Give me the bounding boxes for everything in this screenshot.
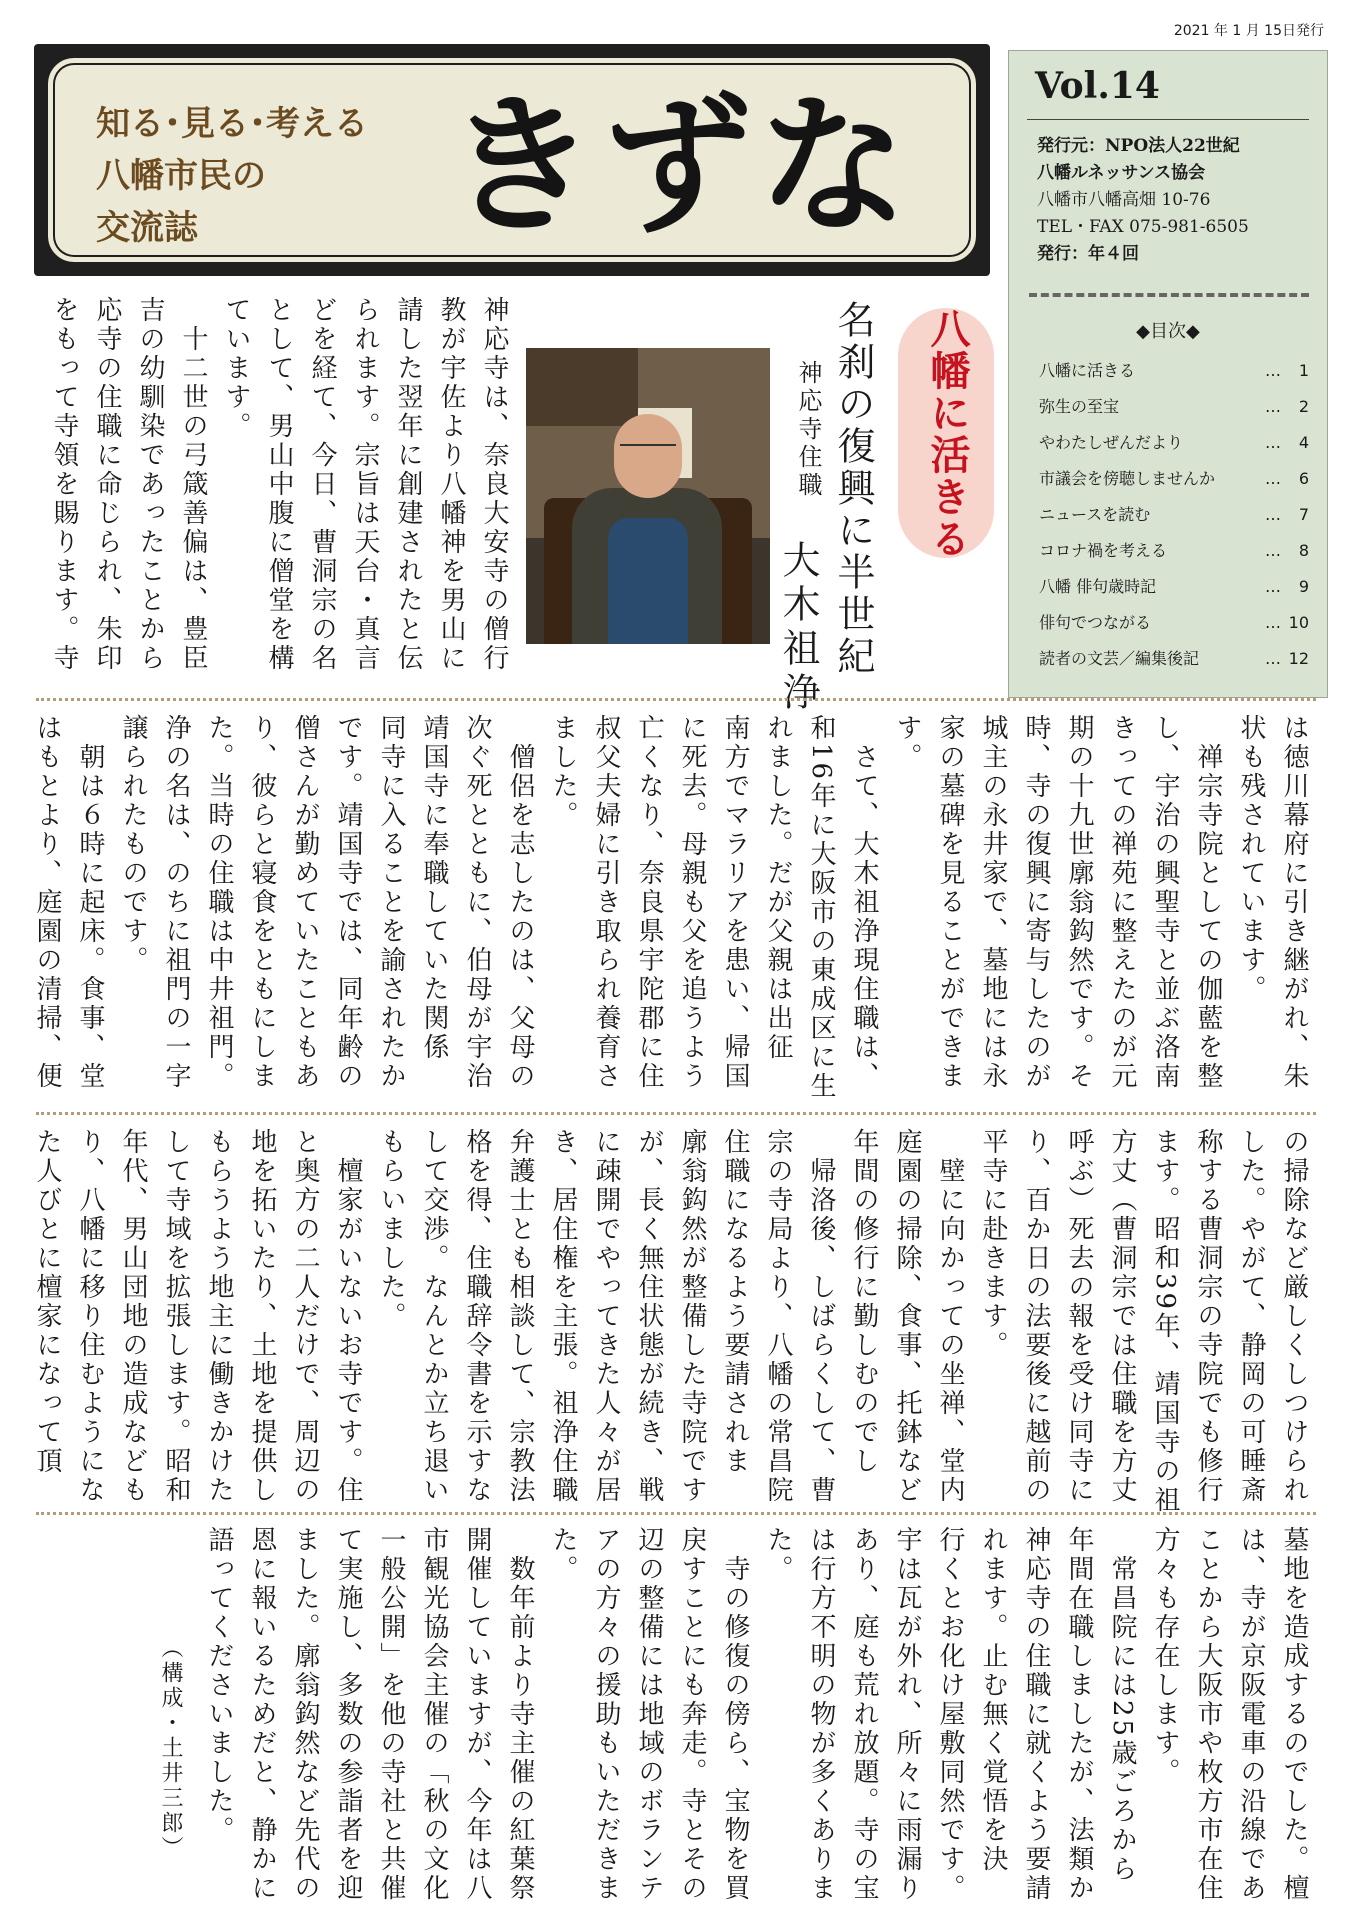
divider xyxy=(1027,119,1309,120)
info-box xyxy=(1008,50,1328,698)
text-column: 神応寺は、奈良大安寺の僧行 xyxy=(479,296,509,673)
toc-leader: … xyxy=(1265,613,1283,632)
text-column: た。 xyxy=(548,1526,578,1584)
text-column: 僧さんが勤めていたこともあ xyxy=(290,714,320,1091)
text-column: 壁に向かっての坐禅、堂内 xyxy=(935,1157,965,1505)
text-column: はもとより、庭園の清掃、便 xyxy=(32,714,62,1091)
toc-item-title: 八幡に活きる xyxy=(1039,361,1136,380)
text-column: た。当時の住職は中井祖門。 xyxy=(204,714,234,1091)
text-column: 帰洛後、しばらくして、曹 xyxy=(806,1157,836,1505)
text-column: 檀家がいないお寺です。住 xyxy=(333,1157,363,1505)
text-column: 開催していますが、今年は八 xyxy=(462,1526,492,1903)
portrait-photo xyxy=(526,348,770,644)
text-column: は徳川幕府に引き継がれ、朱 xyxy=(1279,714,1309,1091)
text-column: は、寺が京阪電車の沿線であ xyxy=(1236,1526,1266,1903)
text-column: 朝は６時に起床。食事、堂 xyxy=(75,743,105,1091)
toc-item-title: 俳句でつながる xyxy=(1039,613,1152,632)
text-column: 辺の整備には地域のボランテ xyxy=(634,1526,664,1903)
masthead xyxy=(34,44,990,276)
text-column: 市観光協会主催の「秋の文化 xyxy=(419,1526,449,1903)
text-column: 請した翌年に創建されたと伝 xyxy=(393,296,423,673)
toc-leader: … xyxy=(1265,361,1283,380)
toc-item xyxy=(1039,569,1309,605)
publisher-info xyxy=(1037,133,1249,268)
article-band-3 xyxy=(32,1128,1316,1518)
text-column: 称する曹洞宗の寺院でも修行 xyxy=(1193,1128,1223,1505)
toc-item xyxy=(1039,533,1309,569)
text-column: アの方々の援助もいただきま xyxy=(591,1526,621,1903)
text-column: をもって寺領を賜ります。寺 xyxy=(49,296,79,673)
text-column: 方丈（曹洞宗では住職を方丈 xyxy=(1107,1128,1137,1505)
text-column: し、宇治の興聖寺と並ぶ洛南 xyxy=(1150,714,1180,1091)
toc-item xyxy=(1039,641,1309,677)
text-column: す。 xyxy=(892,714,922,772)
toc-leader: … xyxy=(1265,397,1283,416)
text-column: です。靖国寺では、同年齢の xyxy=(333,714,363,1091)
text-column: ました。 xyxy=(548,714,578,830)
toc-item-page: 9 xyxy=(1298,577,1309,596)
text-column: に死去。母親も父を追うよう xyxy=(677,714,707,1091)
text-column: 語ってくださいました。 xyxy=(204,1526,234,1845)
toc-item-page: 4 xyxy=(1298,433,1309,452)
text-column: は行方不明の物が多くありま xyxy=(806,1526,836,1903)
text-column: て実施し、多数の参詣者を迎 xyxy=(333,1526,363,1903)
text-column: 僧侶を志したのは、父母の xyxy=(505,743,535,1091)
text-column: 年間の修行に勤しむのでし xyxy=(849,1128,879,1476)
text-column: 靖国寺に奉職していた関係 xyxy=(419,714,449,1062)
text-column: 家の墓碑を見ることができま xyxy=(935,714,965,1091)
masthead-panel xyxy=(46,56,978,264)
toc-heading: ◆目次◆ xyxy=(1136,321,1200,342)
text-column: 戻すことにも奔走。寺とその xyxy=(677,1526,707,1903)
masthead-tagline: 知る･見る･考える 八幡市民の 交流誌 xyxy=(96,104,368,248)
table-of-contents xyxy=(1039,353,1309,677)
volume-number: Vol.14 xyxy=(1035,65,1160,107)
text-column: 禅宗寺院としての伽藍を整 xyxy=(1193,743,1223,1091)
text-column: 期の十九世廓翁鈎然です。そ xyxy=(1064,714,1094,1091)
photo-monk-face xyxy=(614,414,682,498)
text-column: 一般公開」を他の寺社と共催 xyxy=(376,1526,406,1903)
text-column: 南方でマラリアを患い、帰国 xyxy=(720,714,750,1091)
text-column: ています。 xyxy=(221,296,251,441)
text-column: 応寺の住職に命じられ、朱印 xyxy=(92,296,122,673)
text-column: あり、庭も荒れ放題。寺の宝 xyxy=(849,1526,879,1903)
text-column: 譲られたものです。 xyxy=(118,714,148,975)
toc-item-title: 読者の文芸／編集後記 xyxy=(1039,649,1200,668)
text-column: 方々も存在します。 xyxy=(1150,1526,1180,1787)
dotted-separator xyxy=(36,1112,1316,1115)
toc-item-page: 12 xyxy=(1288,649,1309,668)
publisher-line2: 八幡ルネッサンス協会 xyxy=(1037,163,1206,183)
toc-item-title: コロナ禍を考える xyxy=(1039,541,1168,560)
text-column: 亡くなり、奈良県宇陀郡に住 xyxy=(634,714,664,1091)
article-credit: （構成・土井三郎） xyxy=(158,1636,183,1861)
text-column: どを経て、今日、曹洞宗の名 xyxy=(307,296,337,673)
article-band-1 xyxy=(36,296,516,686)
toc-item-title: 市議会を傍聴しませんか xyxy=(1039,469,1216,488)
text-column: 地を拓いたり、土地を提供し xyxy=(247,1128,277,1505)
toc-item-page: 8 xyxy=(1298,541,1309,560)
text-column: 叔父夫婦に引き取られ養育さ xyxy=(591,714,621,1091)
feature-person-name: 大木祖浄 xyxy=(776,540,820,716)
text-column: り、百か日の法要後に越前の xyxy=(1021,1128,1051,1505)
toc-item xyxy=(1039,605,1309,641)
text-column: きっての禅苑に整えたのが元 xyxy=(1107,714,1137,1091)
toc-leader: … xyxy=(1265,469,1283,488)
toc-item xyxy=(1039,389,1309,425)
text-column: して交渉。なんとか立ち退い xyxy=(419,1128,449,1505)
feature-title: 名刹の復興に半世紀 xyxy=(831,300,875,678)
photo-glasses xyxy=(620,444,676,456)
text-column: 恩に報いるためだと、静かに xyxy=(247,1526,277,1903)
text-column: 墓地を造成するのでした。檀 xyxy=(1279,1526,1309,1903)
dotted-separator xyxy=(36,1512,1316,1515)
text-column: 常昌院には25歳ごろから xyxy=(1107,1555,1137,1885)
article-band-4 xyxy=(36,1526,1316,1906)
text-column: られます。宗旨は天台・真言 xyxy=(350,296,380,673)
text-column: り、八幡に移り住むようにな xyxy=(75,1128,105,1505)
text-column: 住職になるよう要請されま xyxy=(720,1128,750,1476)
text-column: 格を得、住職辞令書を示すな xyxy=(462,1128,492,1505)
text-column: れます。止む無く覚悟を決 xyxy=(978,1526,1008,1874)
text-column: 呼ぶ）死去の報を受け同寺に xyxy=(1064,1128,1094,1505)
text-column: もらいました。 xyxy=(376,1128,406,1331)
text-column: として、男山中腹に僧堂を構 xyxy=(264,296,294,673)
text-column: 状も残されています。 xyxy=(1236,714,1266,1004)
toc-leader: … xyxy=(1265,649,1283,668)
text-column: 年間在職しましたが、法類か xyxy=(1064,1526,1094,1903)
toc-item xyxy=(1039,461,1309,497)
text-column: 次ぐ死とともに、伯母が宇治 xyxy=(462,714,492,1091)
toc-item-title: ニュースを読む xyxy=(1039,505,1151,524)
toc-item-page: 1 xyxy=(1298,361,1309,380)
text-column: 平寺に赴きます。 xyxy=(978,1128,1008,1360)
text-column: 廓翁鈎然が整備した寺院です xyxy=(677,1128,707,1505)
text-column: ました。廓翁鈎然など先代の xyxy=(290,1526,320,1903)
text-column: ことから大阪市や枚方市在住 xyxy=(1193,1526,1223,1903)
text-column: 寺の修復の傍ら、宝物を買 xyxy=(720,1555,750,1903)
text-column: して寺域を拡張します。昭和 xyxy=(161,1128,191,1505)
article-band-2 xyxy=(32,714,1316,1104)
toc-item-page: 6 xyxy=(1298,469,1309,488)
feature-badge-text: 八幡に活きる xyxy=(924,308,971,560)
toc-leader: … xyxy=(1265,505,1283,524)
text-column: き、居住権を主張。祖浄住職 xyxy=(548,1128,578,1505)
text-column: の掃除など厳しくしつけられ xyxy=(1279,1128,1309,1505)
text-column: れました。だが父親は出征 xyxy=(763,714,793,1062)
issue-date: 2021 年 1 月 15日発行 xyxy=(1173,23,1324,39)
feature-subtitle: 神応寺住職 xyxy=(794,360,822,500)
dotted-separator xyxy=(36,698,1316,701)
text-column: に疎開でやってきた人々が居 xyxy=(591,1128,621,1505)
text-column: 浄の名は、のちに祖門の一字 xyxy=(161,714,191,1091)
text-column: 数年前より寺主催の紅葉祭 xyxy=(505,1555,535,1903)
text-column: 神応寺の住職に就くよう要請 xyxy=(1021,1526,1051,1903)
dashed-divider xyxy=(1029,293,1309,297)
feature-badge xyxy=(898,298,994,578)
text-column: 吉の幼馴染であったことから xyxy=(135,296,165,673)
text-column: 十二世の弓箴善偏は、豊臣 xyxy=(178,325,208,673)
text-column: 教が宇佐より八幡神を男山に xyxy=(436,296,466,673)
text-column: 庭園の掃除、食事、托鉢など xyxy=(892,1128,922,1505)
text-column: ます。昭和39年、靖国寺の祖 xyxy=(1150,1128,1180,1516)
text-column: 和16年に大阪市の東成区に生 xyxy=(806,714,836,1102)
text-column: 行くとお化け屋敷同然です。 xyxy=(935,1526,965,1903)
toc-item xyxy=(1039,353,1309,389)
toc-item-title: やわたしぜんだより xyxy=(1039,433,1184,452)
toc-item xyxy=(1039,497,1309,533)
text-column: 城主の永井家で、墓地には永 xyxy=(978,714,1008,1091)
photo-shelf xyxy=(526,348,638,426)
toc-item xyxy=(1039,425,1309,461)
toc-item-page: 7 xyxy=(1298,505,1309,524)
toc-leader: … xyxy=(1265,541,1283,560)
toc-item-title: 弥生の至宝 xyxy=(1039,397,1120,416)
toc-item-title: 八幡 俳句歳時記 xyxy=(1039,577,1157,596)
text-column: 宗の寺局より、八幡の常昌院 xyxy=(763,1128,793,1505)
toc-item-page: 10 xyxy=(1288,613,1309,632)
text-column: が、長く無住状態が続き、戦 xyxy=(634,1128,664,1505)
text-column: と奥方の二人だけで、周辺の xyxy=(290,1128,320,1505)
publisher-telfax: TEL・FAX 075-981-6505 xyxy=(1037,217,1249,237)
publication-frequency: 発行：年４回 xyxy=(1037,244,1139,264)
text-column: 宇は瓦が外れ、所々に雨漏り xyxy=(892,1526,922,1903)
publisher-line1: 発行元：NPO法人22世紀 xyxy=(1037,136,1240,156)
publisher-address: 八幡市八幡高畑 10-76 xyxy=(1037,190,1211,210)
text-column: 時、寺の復興に寄与したのが xyxy=(1021,714,1051,1091)
text-column: 弁護士とも相談して、宗教法 xyxy=(505,1128,535,1505)
toc-leader: … xyxy=(1265,577,1283,596)
text-column: た人びとに檀家になって頂 xyxy=(32,1128,62,1476)
text-column: した。やがて、静岡の可睡斎 xyxy=(1236,1128,1266,1505)
text-column: り、彼らと寝食をともにしま xyxy=(247,714,277,1091)
text-column: た。 xyxy=(763,1526,793,1584)
text-column: 年代、男山団地の造成なども xyxy=(118,1128,148,1505)
toc-leader: … xyxy=(1265,433,1283,452)
toc-item-page: 2 xyxy=(1298,397,1309,416)
text-column: もらうよう地主に働きかけた xyxy=(204,1128,234,1505)
masthead-title: きずな xyxy=(446,78,915,254)
photo-monk-robe xyxy=(608,518,688,644)
text-column: さて、大木祖浄現住職は、 xyxy=(849,743,879,1091)
text-column: 同寺に入ることを諭されたか xyxy=(376,714,406,1091)
